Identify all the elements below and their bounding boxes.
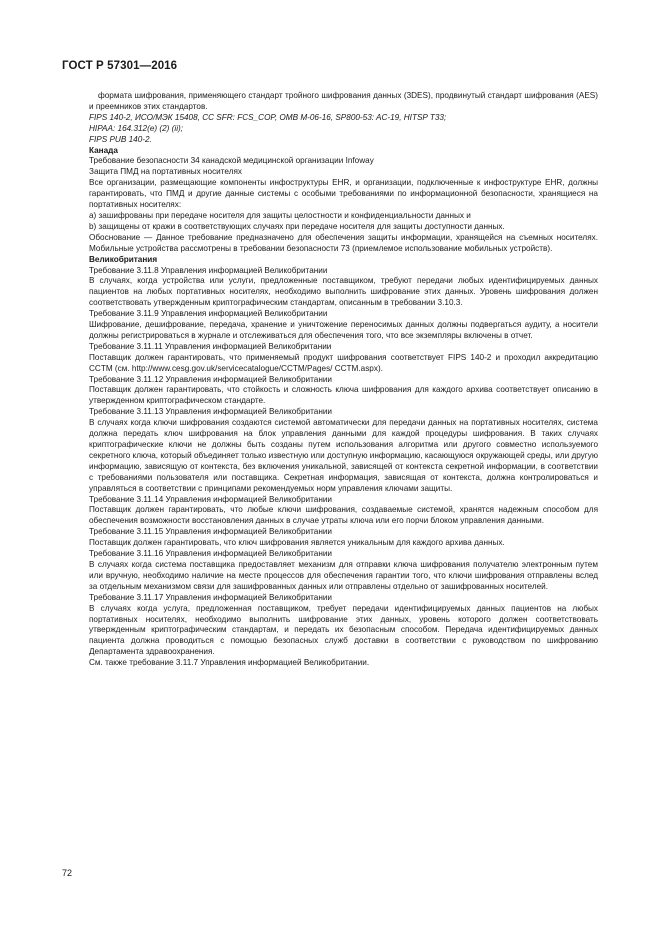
paragraph: См. также требование 3.11.7 Управления информацией Великобритании. (89, 658, 370, 668)
paragraph: Великобритания (89, 254, 158, 264)
paragraph: b) защищены от кражи в соответствующих случаях при передаче носителя для защиты доступности данных. (89, 221, 505, 231)
paragraph: В случаях, когда устройства или услуги, предложенные поставщиком, требуют передачи любых идентифицируемых данных пациентов на любых портативных носителях, необходимо выполнить шифрование этих данных. Уровень шифрования должен соответствовать утвержденным криптографическим стандартам, описанным в требовании 3.10.3. (89, 276, 598, 308)
paragraph: FIPS PUB 140-2. (89, 134, 152, 144)
paragraph: Требование 3.11.13 Управления информацией Великобритании (89, 407, 332, 417)
paragraph: Требование 3.11.11 Управления информацией Великобритании (89, 341, 332, 351)
paragraph: Поставщик должен гарантировать, что стойкость и сложность ключа шифрования для каждого архива соответствует описанию в утвержденном криптографическом стандарте. (89, 385, 598, 406)
paragraph: В случаях когда ключи шифрования создаются системой автоматически для передачи данных на портативных носителях, система должна передать ключ шифрования на блок управления данными для каждой процедуры шифрования. В таких случаях криптографические ключи не должны быть созданы путем использования алгоритма или другого совместно используемого секретного ключа, который объединяет только известную или доступную информацию, касающуюся окружающей среды, или другую информацию, зависящую от контекста, без включения уникальной, зависящей от контекста секретной информации, в соответствии с требованиями пользователя или поставщика. Секретная информация, зависящая от контекста, должна контролироваться и управляться в соответствии с принципами рекомендуемых норм управления ключами защиты. (89, 418, 598, 493)
paragraph: Требование 3.11.9 Управления информацией Великобритании (89, 309, 328, 319)
paragraph: FIPS 140-2, ИСО/МЭК 15408, CC SFR: FCS_COP, OMB M-06-16, SP800-53: AC-19, HITSP T33; (89, 112, 447, 122)
paragraph: Требование 3.11.17 Управления информацией Великобритании (89, 592, 332, 602)
paragraph: Требование 3.11.12 Управления информацией Великобритании (89, 374, 332, 384)
paragraph: Обоснование — Данное требование предназначено для обеспечения защиты информации, хранящейся на съемных носителях. Мобильные устройства рассмотрены в требовании безопасности 73 (приемлемое использование мобильных устройств). (89, 232, 598, 253)
paragraph: формата шифрования, применяющего стандарт тройного шифрования данных (3DES), продвинутый стандарт шифрования (AES) и преемников этих стандартов. (89, 91, 598, 111)
paragraph: а) зашифрованы при передаче носителя для защиты целостности и конфиденциальности данных и (89, 210, 471, 220)
paragraph: Канада (89, 145, 118, 155)
paragraph: В случаях когда система поставщика предоставляет механизм для отправки ключа шифрования получателю электронным путем или вручную, необходимо наличие на месте процессов для обеспечения гарантии того, что ключи шифрования отправлены вслед за отдельным механизмом связи для зашифрованных данных или отправлены отдельно от зашифрованных носителей. (89, 559, 598, 591)
page-number: 72 (62, 868, 73, 878)
document-body (89, 91, 598, 669)
paragraph: Все организации, размещающие компоненты инфоструктуры EHR, и организации, подключенные к инфоструктуре EHR, должны гарантировать, что ПМД и другие данные системы с особыми требованиями по информационной безопасности, хранящиеся на портативных носителях: (89, 178, 598, 210)
paragraph: Требование 3.11.15 Управления информацией Великобритании (89, 527, 332, 537)
paragraph: Поставщик должен гарантировать, что применяемый продукт шифрования соответствует FIPS 140-2 и проходил аккредитацию CCTM (см. http://www.cesg.gov.uk/servicecatalogue/CCTM/Pages/ CCTM.aspx). (89, 352, 598, 373)
paragraph: HIPAA: 164.312(e) (2) (ii); (89, 123, 184, 133)
paragraph: Поставщик должен гарантировать, что ключ шифрования является уникальным для каждого архива данных. (89, 538, 505, 548)
paragraph: Требование 3.11.8 Управления информацией Великобритании (89, 265, 328, 275)
paragraph: Поставщик должен гарантировать, что любые ключи шифрования, создаваемые системой, хранятся надежным способом для обеспечения возможности восстановления данных в случае утраты ключа или его порчи блоком управления данными. (89, 505, 598, 526)
document-id-header: ГОСТ Р 57301—2016 (62, 60, 178, 72)
paragraph: Требование 3.11.16 Управления информацией Великобритании (89, 549, 332, 559)
paragraph: Требование безопасности 34 канадской медицинской организации Infoway (89, 156, 374, 166)
paragraph: Требование 3.11.14 Управления информацией Великобритании (89, 494, 332, 504)
paragraph: Шифрование, дешифрование, передача, хранение и уничтожение переносимых данных должны подвергаться аудиту, а носители должны регистрироваться в журнале и отслеживаться для обеспечения того, что все экземпляры включены в отчет. (89, 320, 598, 340)
paragraph: В случаях когда услуга, предложенная поставщиком, требует передачи идентифицируемых данных пациентов на любых портативных носителях, необходимо выполнить шифрование этих данных, уровень которого должен соответствовать утвержденным криптографическим стандартам, и передать их безопасным способом. Передача идентифицируемых данных пациента должна проводиться с помощью безопасных служб доставки в соответствии с руководством по шифрованию Департамента здравоохранения. (89, 603, 598, 657)
paragraph: Защита ПМД на портативных носителях (89, 167, 242, 177)
